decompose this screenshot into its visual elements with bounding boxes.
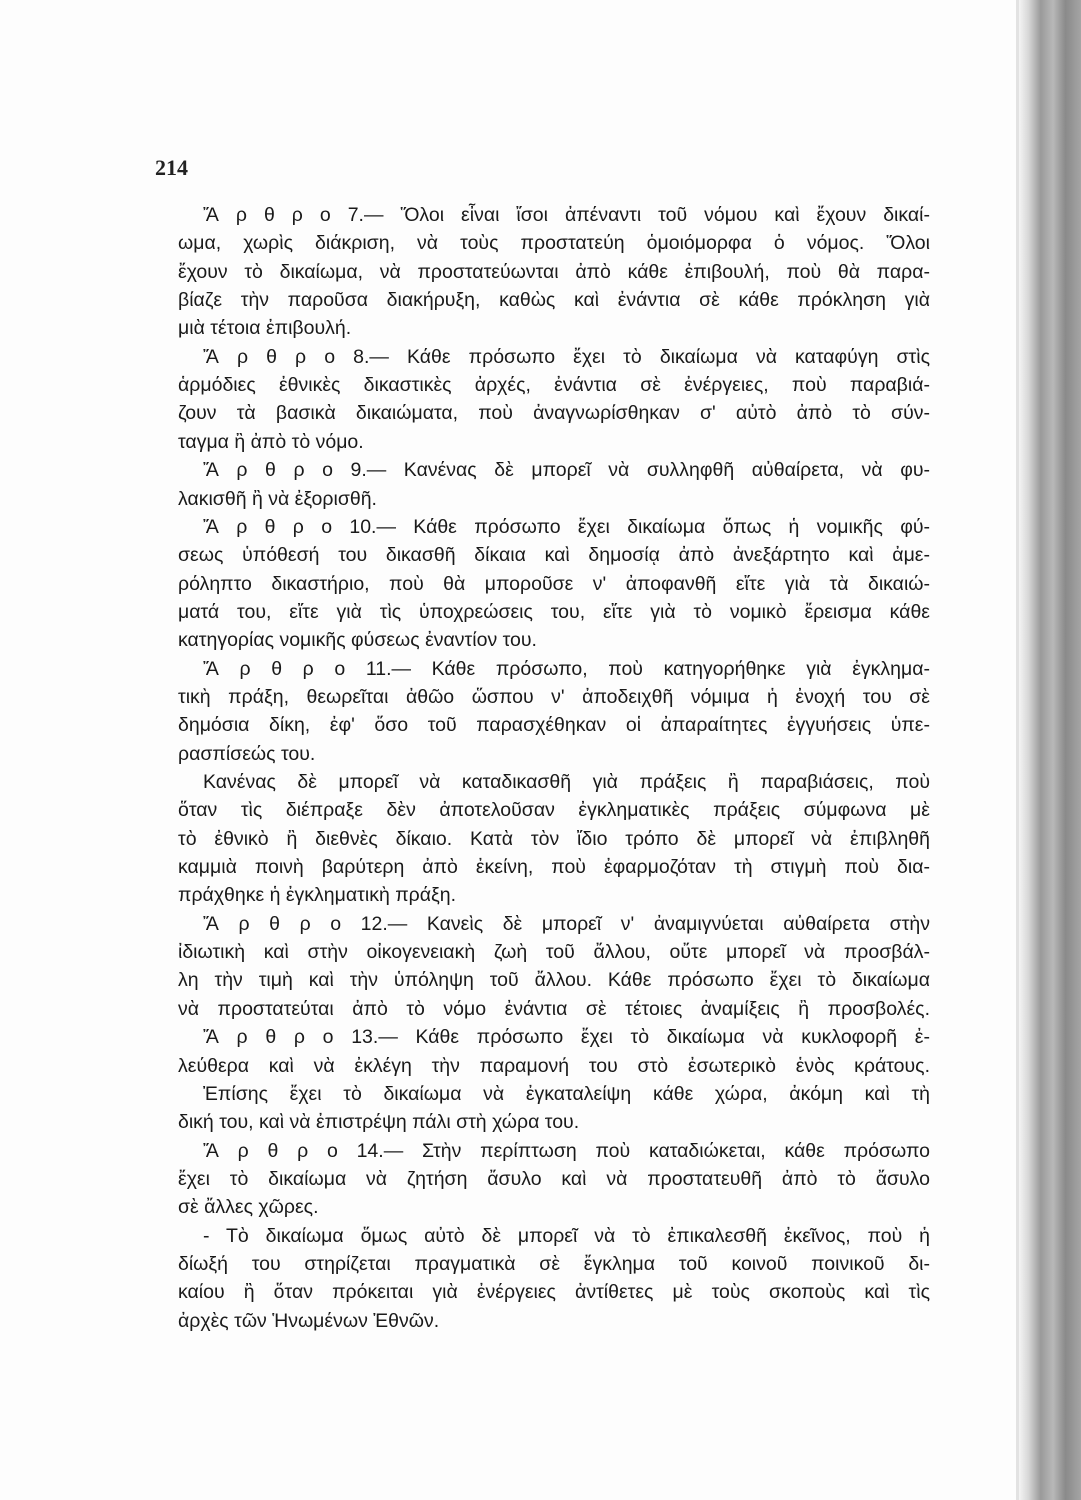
text-line: πράχθηκε ἡ ἐγκληματικὴ πράξη.: [178, 884, 457, 907]
text-line: ταγμα ἢ ἀπὸ τὸ νόμο.: [178, 430, 364, 453]
text-line: ἔχουν τὸ δικαίωμα, νὰ προστατεύωνται ἀπὸ κάθε ἐπιβουλή, ποὺ θὰ παρα-: [178, 260, 930, 283]
text-line: ἔχει τὸ δικαίωμα νὰ ζητήση ἄσυλο καὶ νὰ προστατευθῆ ἀπὸ τὸ ἄσυλο: [178, 1167, 930, 1190]
text-line: λη τὴν τιμὴ καὶ τὴν ὑπόληψη τοῦ ἄλλου. Κάθε πρόσωπο ἔχει τὸ δικαίωμα: [178, 969, 930, 992]
text-line: λεύθερα καὶ νὰ ἐκλέγη τὴν παραμονή του στὸ ἐσωτερικὸ ἑνὸς κράτους.: [178, 1054, 930, 1077]
page-edge: [1016, 0, 1019, 1500]
text-line: Ἐπίσης ἔχει τὸ δικαίωμα νὰ ἐγκαταλείψη κάθε χώρα, ἀκόμη καὶ τὴ: [203, 1082, 930, 1105]
article-heading-line: Ἄ ρ θ ρ ο 13.— Κάθε πρόσωπο ἔχει τὸ δικαίωμα νὰ κυκλοφορῆ ἐ-: [203, 1026, 930, 1049]
text-line: τικὴ πράξη, θεωρεῖται ἀθῶο ὥσπου ν' ἀποδειχθῆ νόμιμα ἡ ἐνοχή του σὲ: [178, 685, 930, 708]
text-line: ματά του, εἴτε γιὰ τὶς ὑποχρεώσεις του, εἴτε γιὰ τὸ νομικὸ ἔρεισμα κάθε: [178, 600, 930, 623]
text-line: ἀρχὲς τῶν Ἡνωμένων Ἐθνῶν.: [178, 1309, 440, 1332]
article-heading-line: Ἄ ρ θ ρ ο 9.— Κανένας δὲ μπορεῖ νὰ συλληφθῆ αὐθαίρετα, νὰ φυ-: [203, 459, 930, 482]
text-line: καίου ἢ ὅταν πρόκειται γιὰ ἐνέργειες ἀντίθετες μὲ τοὺς σκοποὺς καὶ τὶς: [178, 1281, 930, 1304]
text-line: μιὰ τέτοια ἐπιβουλή.: [178, 317, 352, 340]
text-line: ρόληπτο δικαστήριο, ποὺ θὰ μποροῦσε ν' ἀποφανθῆ εἴτε γιὰ τὰ δικαιώ-: [178, 572, 930, 595]
text-line: δική του, καὶ νὰ ἐπιστρέψη πάλι στὴ χώρα του.: [178, 1111, 580, 1134]
text-line: δίωξή του στηρίζεται πραγματικὰ σὲ ἔγκλημα τοῦ κοινοῦ ποινικοῦ δι-: [178, 1252, 930, 1275]
text-line: δημόσια δίκη, ἐφ' ὅσο τοῦ παρασχέθηκαν οἱ ἀπαραίτητες ἐγγυήσεις ὑπε-: [178, 714, 930, 737]
article-heading-line: Ἄ ρ θ ρ ο 10.— Κάθε πρόσωπο ἔχει δικαίωμα ὅπως ἡ νομικῆς φύ-: [203, 515, 930, 538]
article-heading-line: Ἄ ρ θ ρ ο 8.— Κάθε πρόσωπο ἔχει τὸ δικαίωμα νὰ καταφύγη στὶς: [203, 345, 930, 368]
article-heading-line: Ἄ ρ θ ρ ο 14.— Στὴν περίπτωση ποὺ καταδιώκεται, κάθε πρόσωπο: [203, 1139, 930, 1162]
text-line: βίαζε τὴν παροῦσα διακήρυξη, καθὼς καὶ ἐνάντια σὲ κάθε πρόκληση γιὰ: [178, 289, 930, 312]
page-number: 214: [155, 155, 188, 180]
text-line: σὲ ἄλλες χῶρες.: [178, 1196, 319, 1219]
text-line: νὰ προστατεύται ἀπὸ τὸ νόμο ἐνάντια σὲ τέτοιες ἀναμίξεις ἢ προσβολές.: [178, 997, 930, 1020]
text-line: ρασπίσεώς του.: [178, 742, 316, 765]
article-heading-line: Ἄ ρ θ ρ ο 12.— Κανεὶς δὲ μπορεῖ ν' ἀναμιγνύεται αὐθαίρετα στὴν: [203, 912, 930, 935]
article-heading-line: Ἄ ρ θ ρ ο 11.— Κάθε πρόσωπο, ποὺ κατηγορήθηκε γιὰ ἐγκλημα-: [203, 657, 930, 680]
text-line: κατηγορίας νομικῆς φύσεως ἐναντίον του.: [178, 629, 537, 652]
text-line: τὸ ἐθνικὸ ἢ διεθνὲς δίκαιο. Κατὰ τὸν ἴδιο τρόπο δὲ μπορεῖ νὰ ἐπιβληθῆ: [178, 827, 930, 850]
text-line: σεως ὑπόθεσή του δικασθῆ δίκαια καὶ δημοσίᾳ ἀπὸ ἀνεξάρτητο καὶ ἀμε-: [178, 544, 930, 567]
text-line: ζουν τὰ βασικὰ δικαιώματα, ποὺ ἀναγνωρίσθηκαν σ' αὐτὸ ἀπὸ τὸ σύν-: [178, 402, 930, 425]
text-line: ἁρμόδιες ἐθνικὲς δικαστικὲς ἀρχές, ἐνάντια σὲ ἐνέργειες, ποὺ παραβιά-: [178, 374, 930, 397]
text-line: Κανένας δὲ μπορεῖ νὰ καταδικασθῆ γιὰ πράξεις ἢ παραβιάσεις, ποὺ: [203, 771, 930, 793]
article-heading-line: Ἄ ρ θ ρ ο 7.— Ὅλοι εἶναι ἴσοι ἀπέναντι τοῦ νόμου καὶ ἔχουν δικαί-: [203, 204, 930, 226]
text-line: ὅταν τὶς διέπραξε δὲν ἀποτελοῦσαν ἐγκληματικὲς πράξεις σύμφωνα μὲ: [178, 799, 930, 822]
text-line: καμμιὰ ποινὴ βαρύτερη ἀπὸ ἐκείνη, ποὺ ἐφαρμοζόταν τὴ στιγμὴ ποὺ δια-: [178, 856, 930, 879]
book-binding-edge: [1019, 0, 1081, 1500]
text-line: λακισθῆ ἢ νὰ ἐξορισθῆ.: [178, 487, 377, 510]
text-line: ωμα, χωρὶς διάκριση, νὰ τοὺς προστατεύη ὁμοιόμορφα ὁ νόμος. Ὅλοι: [178, 232, 930, 255]
text-line: ἰδιωτικὴ καὶ στὴν οἰκογενειακὴ ζωὴ τοῦ ἄλλου, οὔτε μπορεῖ νὰ προσβάλ-: [178, 941, 930, 964]
text-line: - Τὸ δικαίωμα ὅμως αὐτὸ δὲ μπορεῖ νὰ τὸ ἐπικαλεσθῆ ἐκεῖνος, ποὺ ἡ: [203, 1224, 930, 1247]
